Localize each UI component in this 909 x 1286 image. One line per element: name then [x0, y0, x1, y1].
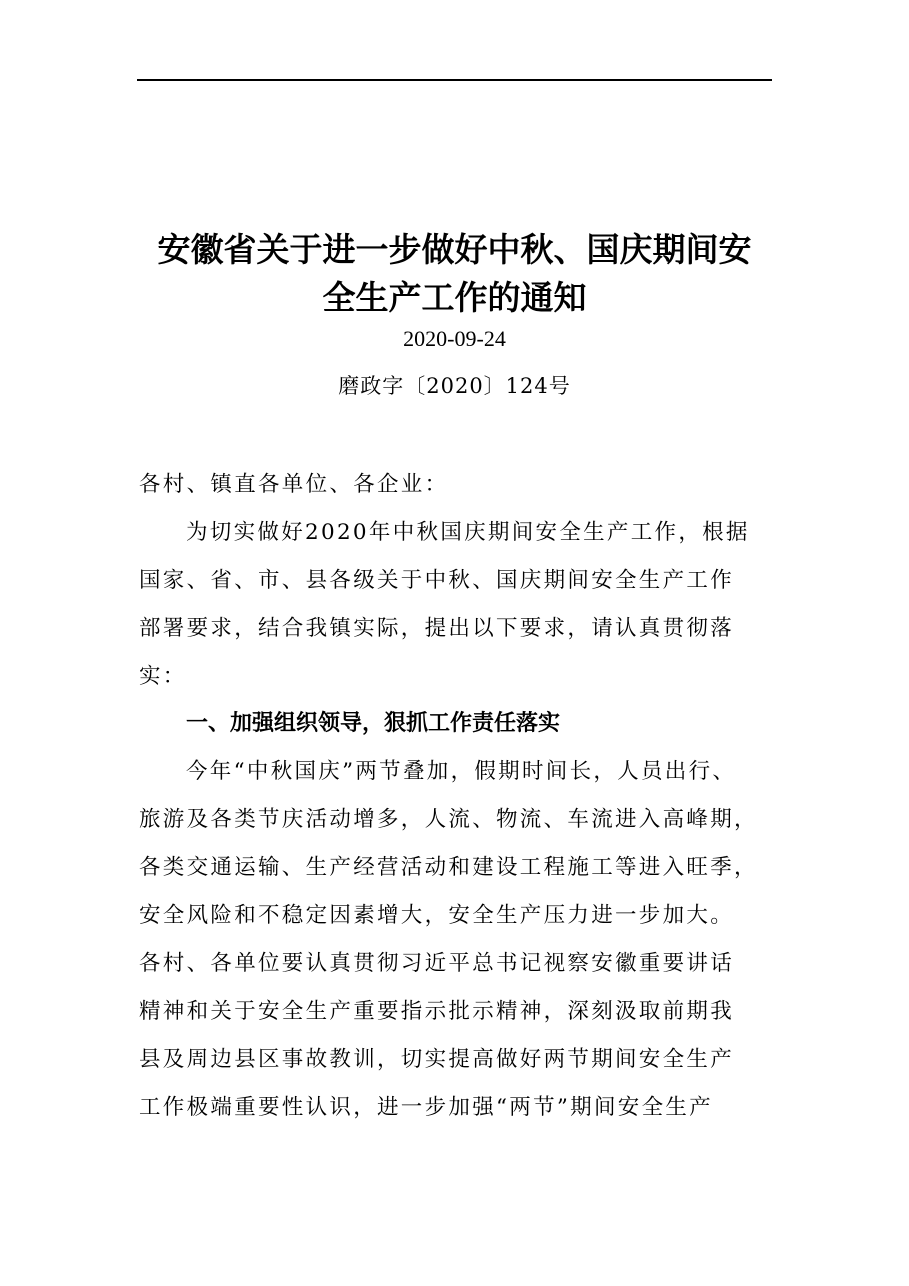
- body-line: 旅游及各类节庆活动增多，人流、物流、车流进入高峰期，: [139, 807, 758, 832]
- salutation: 各村、镇直各单位、各企业：: [139, 472, 449, 497]
- body-line: 安全风险和不稳定因素增大，安全生产压力进一步加大。: [139, 903, 735, 928]
- body-line: 精神和关于安全生产重要指示批示精神，深刻汲取前期我: [139, 999, 735, 1024]
- body-line: 各类交通运输、生产经营活动和建设工程施工等进入旺季，: [139, 855, 758, 880]
- document-number: 磨政字〔2020〕124号: [338, 374, 571, 398]
- header-rule: [137, 79, 772, 81]
- intro-line: 部署要求，结合我镇实际，提出以下要求，请认真贯彻落: [139, 616, 735, 641]
- body-line: 今年“中秋国庆”两节叠加，假期时间长，人员出行、: [186, 759, 737, 784]
- intro-line: 实：: [139, 664, 187, 689]
- body-line: 县及周边县区事故教训，切实提高做好两节期间安全生产: [139, 1047, 735, 1072]
- document-title-line-2: 全生产工作的通知: [322, 278, 587, 317]
- document-title-line-1: 安徽省关于进一步做好中秋、国庆期间安: [157, 230, 752, 269]
- body-line: 工作极端重要性认识，进一步加强“两节”期间安全生产: [139, 1095, 713, 1120]
- intro-line: 为切实做好2020年中秋国庆期间安全生产工作，根据: [186, 520, 750, 545]
- document-date: 2020-09-24: [403, 326, 506, 351]
- body-line: 各村、各单位要认真贯彻习近平总书记视察安徽重要讲话: [139, 951, 735, 976]
- section-heading: 一、加强组织领导，狠抓工作责任落实: [186, 711, 561, 736]
- intro-line: 国家、省、市、县各级关于中秋、国庆期间安全生产工作: [139, 568, 735, 593]
